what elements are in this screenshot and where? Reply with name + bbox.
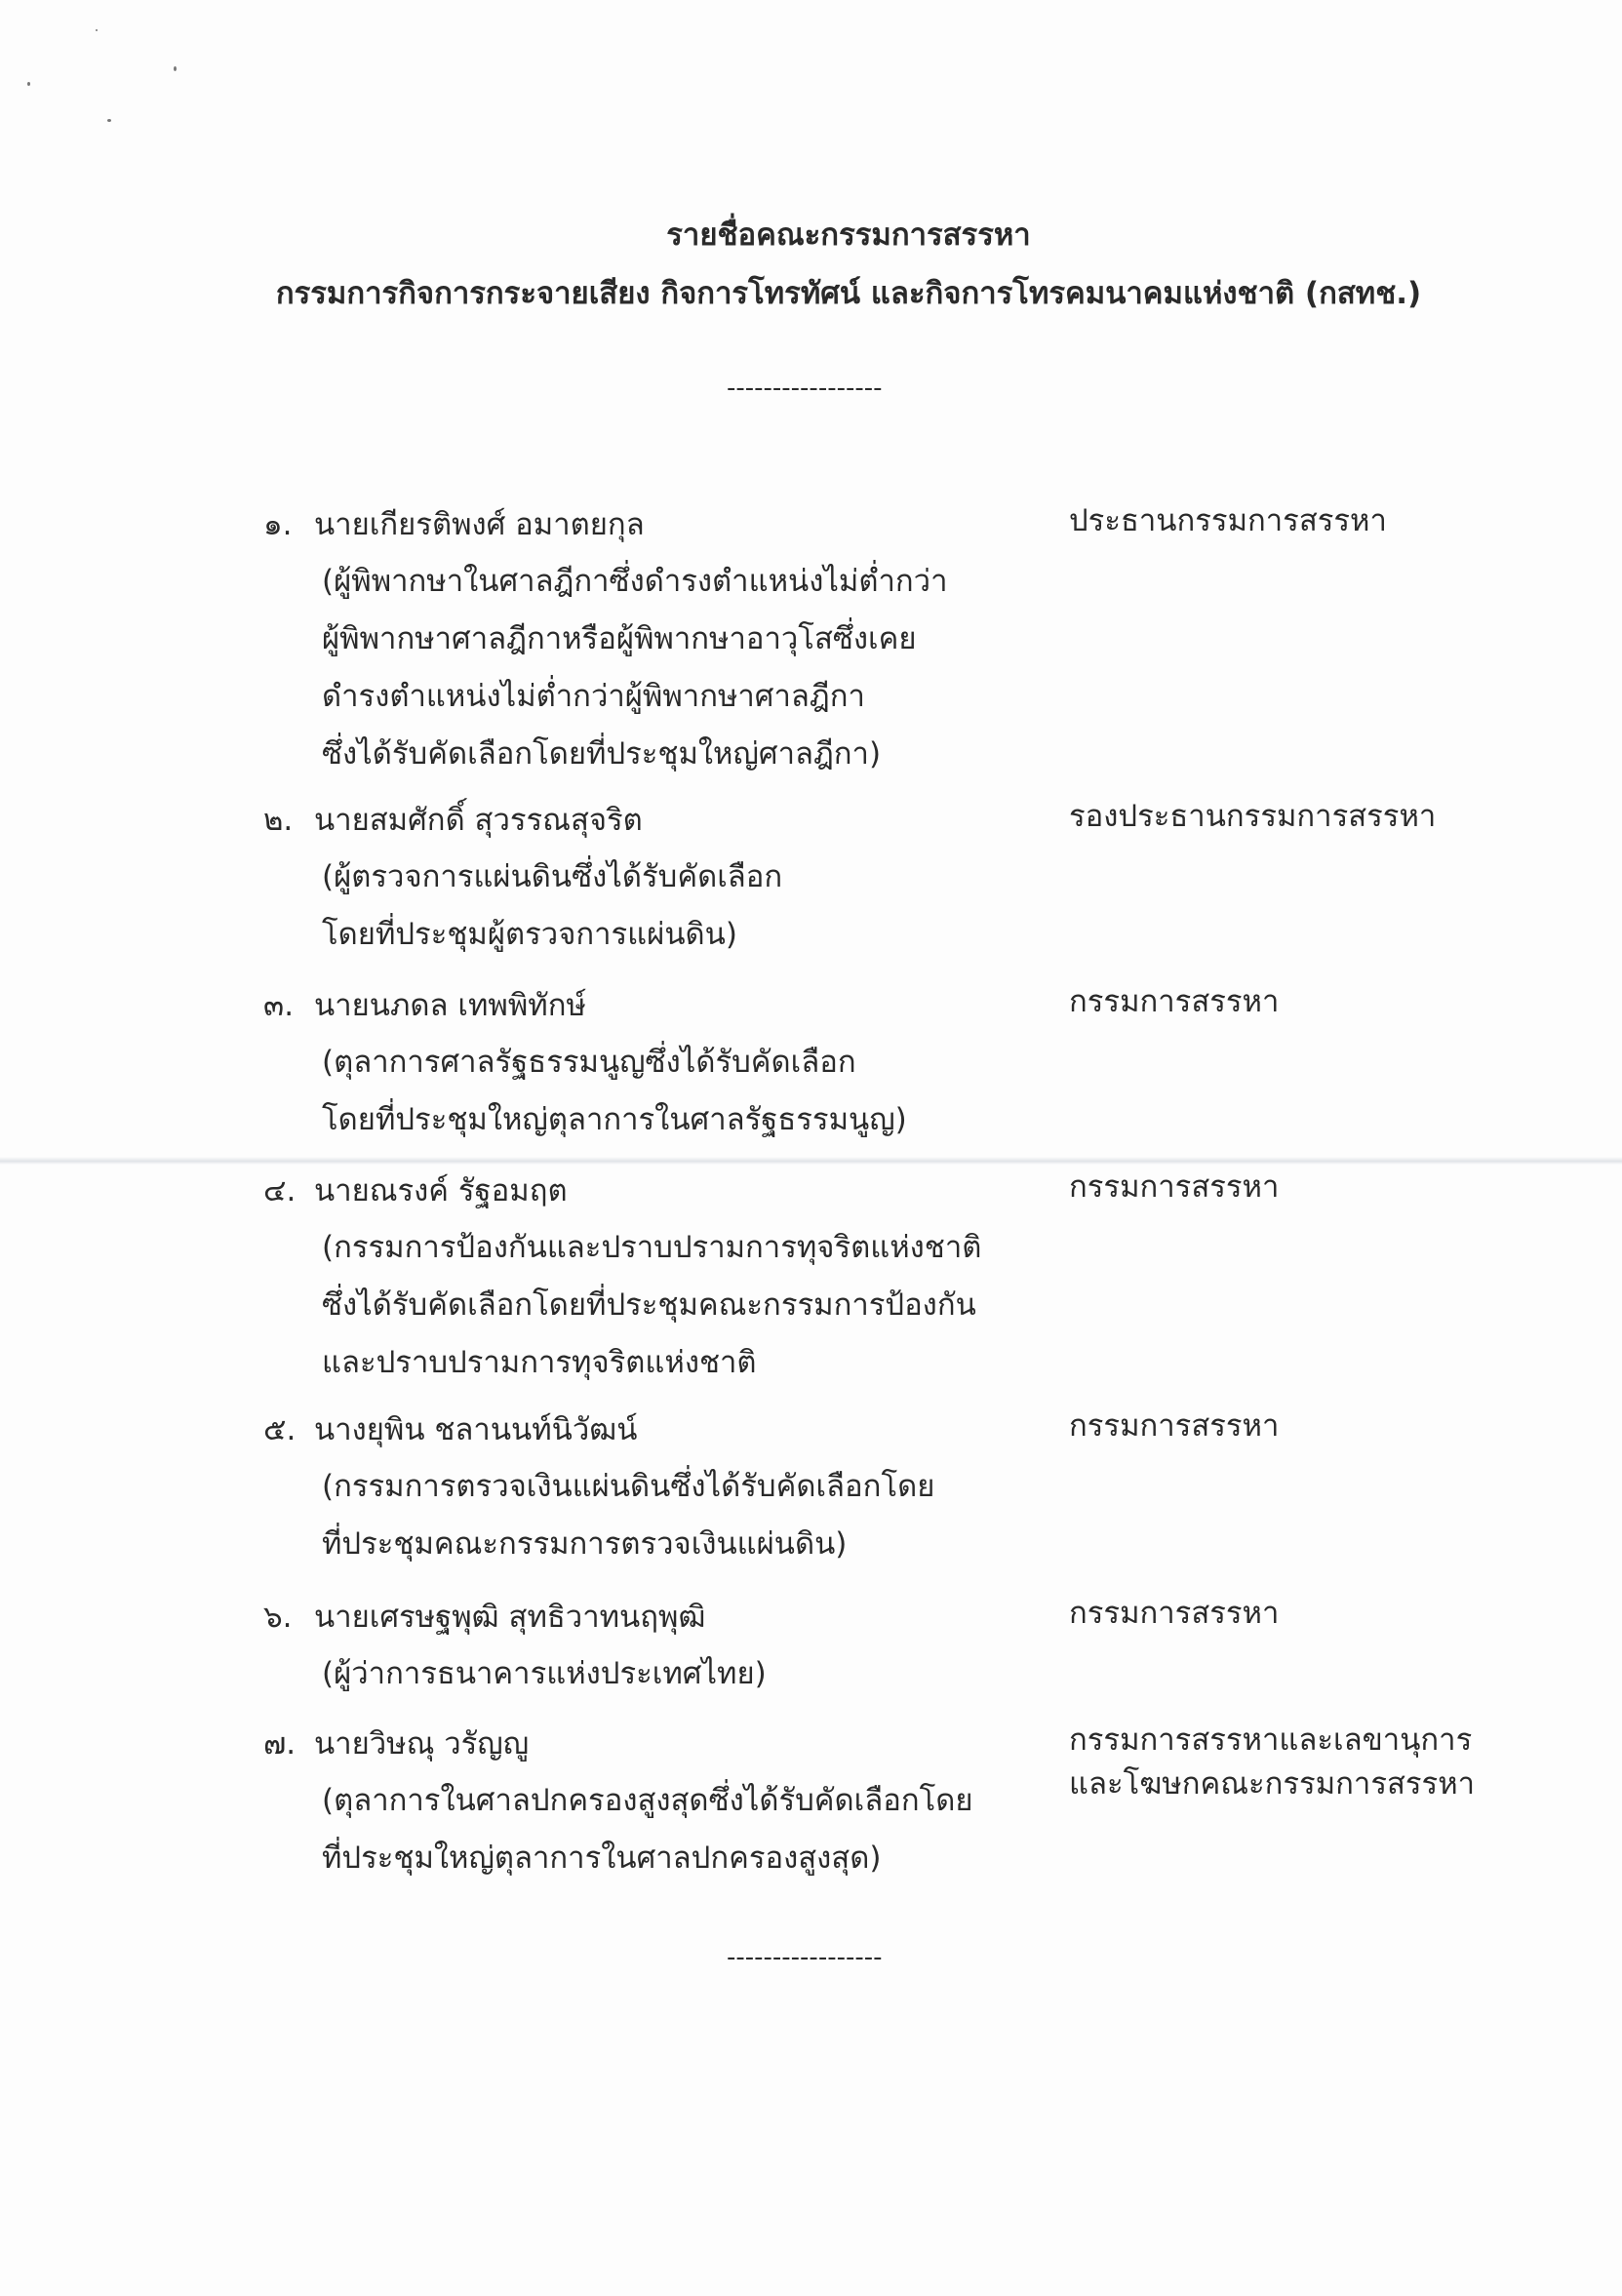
member-role — [1069, 795, 1436, 839]
description-line: (ผู้พิพากษาในศาลฎีกาซึ่งดำรงตำแหน่งไม่ต่ำกว่า — [322, 564, 948, 599]
member-number: ๖. — [263, 1600, 293, 1635]
description-line: และปราบปรามการทุจริตแห่งชาติ — [322, 1345, 757, 1380]
description-line: ที่ประชุมคณะกรรมการตรวจเงินแผ่นดิน) — [322, 1526, 848, 1562]
description-line: ที่ประชุมใหญ่ตุลาการในศาลปกครองสูงสุด) — [322, 1841, 882, 1876]
description-line: (ผู้ตรวจการแผ่นดินซึ่งได้รับคัดเลือก — [322, 859, 783, 894]
member-number: ๒. — [263, 803, 294, 838]
description-line: ผู้พิพากษาศาลฎีกาหรือผู้พิพากษาอาวุโสซึ่งเคย — [322, 621, 917, 656]
member-name: นายนภดล เทพพิทักษ์ — [314, 988, 586, 1023]
member-role — [1069, 1719, 1475, 1806]
member-description — [322, 849, 782, 964]
scan-speck — [174, 66, 177, 71]
page-title: รายชื่อคณะกรรมการสรรหา — [666, 218, 1031, 253]
fold-crease — [0, 1157, 1622, 1165]
description-line: ดำรงตำแหน่งไม่ต่ำกว่าผู้พิพากษาศาลฎีกา — [322, 679, 865, 714]
role-line: กรรมการสรรหา — [1069, 1169, 1280, 1205]
role-line: รองประธานกรรมการสรรหา — [1069, 799, 1437, 834]
member-number: ๕. — [263, 1412, 297, 1447]
scan-speck — [107, 119, 111, 122]
member-name: นายณรงค์ รัฐอมฤต — [314, 1173, 568, 1208]
scan-speck — [96, 29, 98, 31]
member-description — [322, 1645, 767, 1703]
page-subtitle: กรรมการกิจการกระจายเสียง กิจการโทรทัศน์ และกิจการโทรคมนาคมแห่งชาติ (กสทช.) — [275, 276, 1422, 311]
description-line: (ตุลาการศาลรัฐธรรมนูญซึ่งได้รับคัดเลือก — [322, 1045, 856, 1080]
description-line: ซึ่งได้รับคัดเลือกโดยที่ประชุมใหญ่ศาลฎีกา) — [322, 736, 882, 772]
role-line: กรรมการสรรหา — [1069, 984, 1280, 1019]
member-number: ๓. — [263, 988, 295, 1023]
member-name: นายเศรษฐพุฒิ สุทธิวาทนฤพุฒิ — [314, 1600, 706, 1635]
member-description — [322, 553, 947, 783]
member-description — [322, 1458, 934, 1573]
member-number: ๔. — [263, 1173, 297, 1208]
description-line: ซึ่งได้รับคัดเลือกโดยที่ประชุมคณะกรรมการป้องกัน — [322, 1287, 976, 1323]
description-line: (ผู้ว่าการธนาคารแห่งประเทศไทย) — [322, 1656, 767, 1691]
description-line: (ตุลาการในศาลปกครองสูงสุดซึ่งได้รับคัดเลือกโดย — [322, 1783, 973, 1818]
member-name: นายสมศักดิ์ สุวรรณสุจริต — [314, 803, 643, 838]
member-role — [1069, 1405, 1279, 1448]
member-description — [322, 1219, 981, 1392]
member-role — [1069, 1592, 1279, 1636]
member-name: นางยุพิน ชลานนท์นิวัฒน์ — [314, 1412, 638, 1447]
member-number: ๑. — [263, 507, 293, 542]
member-role — [1069, 499, 1387, 543]
role-line: กรรมการสรรหา — [1069, 1408, 1280, 1444]
description-line: โดยที่ประชุมใหญ่ตุลาการในศาลรัฐธรรมนูญ) — [322, 1102, 907, 1137]
divider-top: ----------------- — [727, 374, 883, 403]
role-line: กรรมการสรรหาและเลขานุการ — [1069, 1722, 1473, 1758]
member-role — [1069, 980, 1279, 1024]
divider-bottom: ----------------- — [727, 1943, 883, 1972]
role-line: ประธานกรรมการสรรหา — [1069, 503, 1387, 538]
description-line: โดยที่ประชุมผู้ตรวจการแผ่นดิน) — [322, 917, 737, 952]
member-role — [1069, 1166, 1279, 1209]
scan-speck — [27, 82, 30, 86]
description-line: (กรรมการตรวจเงินแผ่นดินซึ่งได้รับคัดเลือกโดย — [322, 1469, 935, 1504]
member-number: ๗. — [263, 1726, 297, 1762]
description-line: (กรรมการป้องกันและปราบปรามการทุจริตแห่งชาติ — [322, 1230, 982, 1265]
role-line: กรรมการสรรหา — [1069, 1596, 1280, 1631]
member-name: นายเกียรติพงศ์ อมาตยกุล — [314, 507, 645, 542]
role-line: และโฆษกคณะกรรมการสรรหา — [1069, 1766, 1476, 1801]
member-description — [322, 1772, 973, 1887]
member-name: นายวิษณุ วรัญญู — [314, 1726, 530, 1762]
member-description — [322, 1034, 907, 1149]
